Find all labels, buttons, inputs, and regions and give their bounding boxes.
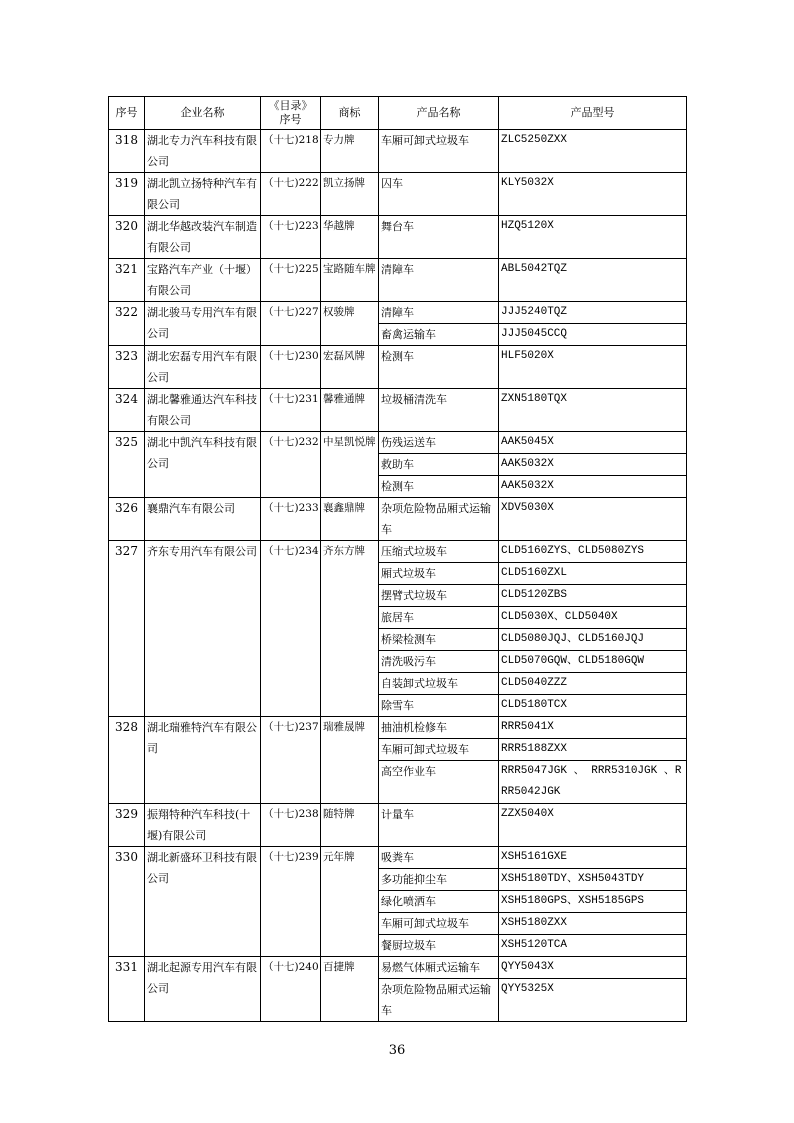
table-row bbox=[109, 541, 687, 563]
table-row bbox=[109, 717, 687, 739]
cell-catalog: （十七)237 bbox=[261, 717, 321, 804]
cell-seq: 321 bbox=[109, 259, 145, 302]
page-number: 36 bbox=[388, 1043, 406, 1058]
cell-brand: 百捷牌 bbox=[321, 957, 379, 1022]
cell-product-name: 除雪车 bbox=[379, 695, 499, 717]
header-row bbox=[109, 97, 687, 130]
cell-product-model: XSH5120TCA bbox=[499, 935, 687, 957]
cell-company: 湖北中凯汽车科技有限公司 bbox=[145, 432, 261, 498]
cell-product-model: XSH5180GPS、XSH5185GPS bbox=[499, 891, 687, 913]
cell-seq: 319 bbox=[109, 173, 145, 216]
cell-product-name: 清障车 bbox=[379, 302, 499, 324]
table-row bbox=[109, 804, 687, 847]
cell-product-name: 垃圾桶清洗车 bbox=[379, 389, 499, 432]
cell-seq: 318 bbox=[109, 130, 145, 173]
cell-product-model: QYY5043X bbox=[499, 957, 687, 979]
header-product: 产品名称 bbox=[379, 97, 499, 130]
cell-product-model: ABL5042TQZ bbox=[499, 259, 687, 302]
cell-company: 湖北瑞雅特汽车有限公司 bbox=[145, 717, 261, 804]
table-body bbox=[109, 130, 687, 1022]
table-row bbox=[109, 346, 687, 389]
cell-seq: 326 bbox=[109, 498, 145, 541]
cell-catalog: （十七)238 bbox=[261, 804, 321, 847]
cell-catalog: （十七)232 bbox=[261, 432, 321, 498]
cell-company: 振翔特种汽车科技(十堰)有限公司 bbox=[145, 804, 261, 847]
cell-brand: 权骏牌 bbox=[321, 302, 379, 346]
cell-company: 齐东专用汽车有限公司 bbox=[145, 541, 261, 717]
table-row bbox=[109, 302, 687, 324]
table-row bbox=[109, 957, 687, 979]
cell-seq: 330 bbox=[109, 847, 145, 957]
cell-product-name: 检测车 bbox=[379, 476, 499, 498]
cell-product-name: 多功能抑尘车 bbox=[379, 869, 499, 891]
cell-product-model: RRR5041X bbox=[499, 717, 687, 739]
cell-product-name: 抽油机检修车 bbox=[379, 717, 499, 739]
cell-product-name: 旅居车 bbox=[379, 607, 499, 629]
cell-product-name: 吸粪车 bbox=[379, 847, 499, 869]
cell-seq: 320 bbox=[109, 216, 145, 259]
cell-product-model: CLD5160ZXL bbox=[499, 563, 687, 585]
table-row bbox=[109, 389, 687, 432]
cell-product-name: 压缩式垃圾车 bbox=[379, 541, 499, 563]
cell-catalog: （十七)239 bbox=[261, 847, 321, 957]
cell-brand: 宏磊风牌 bbox=[321, 346, 379, 389]
cell-company: 湖北新盛环卫科技有限公司 bbox=[145, 847, 261, 957]
cell-product-name: 清洗吸污车 bbox=[379, 651, 499, 673]
cell-product-model: XSH5161GXE bbox=[499, 847, 687, 869]
cell-product-name: 自装卸式垃圾车 bbox=[379, 673, 499, 695]
cell-company: 湖北宏磊专用汽车有限公司 bbox=[145, 346, 261, 389]
cell-catalog: （十七)222 bbox=[261, 173, 321, 216]
cell-brand: 襄鑫鼎牌 bbox=[321, 498, 379, 541]
cell-company: 湖北专力汽车科技有限公司 bbox=[145, 130, 261, 173]
cell-brand: 凯立扬牌 bbox=[321, 173, 379, 216]
cell-company: 湖北华越改装汽车制造有限公司 bbox=[145, 216, 261, 259]
table-row bbox=[109, 216, 687, 259]
cell-brand: 华越牌 bbox=[321, 216, 379, 259]
cell-brand: 馨雅通牌 bbox=[321, 389, 379, 432]
cell-seq: 328 bbox=[109, 717, 145, 804]
cell-product-model: JJJ5240TQZ bbox=[499, 302, 687, 324]
cell-product-name: 车厢可卸式垃圾车 bbox=[379, 130, 499, 173]
cell-product-name: 救助车 bbox=[379, 454, 499, 476]
cell-product-model: KLY5032X bbox=[499, 173, 687, 216]
cell-product-name: 畜禽运输车 bbox=[379, 324, 499, 346]
cell-product-name: 舞台车 bbox=[379, 216, 499, 259]
cell-product-name: 易燃气体厢式运输车 bbox=[379, 957, 499, 979]
cell-product-model: AAK5045X bbox=[499, 432, 687, 454]
cell-product-name: 杂项危险物品厢式运输车 bbox=[379, 979, 499, 1022]
cell-product-name: 杂项危险物品厢式运输车 bbox=[379, 498, 499, 541]
cell-product-model: CLD5080JQJ、CLD5160JQJ bbox=[499, 629, 687, 651]
cell-product-name: 高空作业车 bbox=[379, 761, 499, 804]
cell-catalog: （十七)240 bbox=[261, 957, 321, 1022]
cell-seq: 329 bbox=[109, 804, 145, 847]
cell-product-model: QYY5325X bbox=[499, 979, 687, 1022]
cell-company: 宝路汽车产业（十堰）有限公司 bbox=[145, 259, 261, 302]
cell-company: 湖北起源专用汽车有限公司 bbox=[145, 957, 261, 1022]
cell-product-name: 计量车 bbox=[379, 804, 499, 847]
cell-brand: 专力牌 bbox=[321, 130, 379, 173]
cell-product-name: 车厢可卸式垃圾车 bbox=[379, 913, 499, 935]
header-brand: 商标 bbox=[321, 97, 379, 130]
cell-brand: 元年牌 bbox=[321, 847, 379, 957]
cell-brand: 瑞雅晟牌 bbox=[321, 717, 379, 804]
header-seq: 序号 bbox=[109, 97, 145, 130]
header-model: 产品型号 bbox=[499, 97, 687, 130]
cell-product-model: JJJ5045CCQ bbox=[499, 324, 687, 346]
table-row bbox=[109, 498, 687, 541]
cell-product-model: CLD5070GQW、CLD5180GQW bbox=[499, 651, 687, 673]
cell-product-model: CLD5030X、CLD5040X bbox=[499, 607, 687, 629]
cell-company: 湖北馨雅通达汽车科技有限公司 bbox=[145, 389, 261, 432]
cell-product-name: 检测车 bbox=[379, 346, 499, 389]
cell-brand: 中星凯悦牌 bbox=[321, 432, 379, 498]
table-row bbox=[109, 130, 687, 173]
table-row bbox=[109, 847, 687, 869]
cell-product-name: 摆臂式垃圾车 bbox=[379, 585, 499, 607]
cell-product-model: ZXN5180TQX bbox=[499, 389, 687, 432]
table-row bbox=[109, 259, 687, 302]
cell-product-model: XSH5180TDY、XSH5043TDY bbox=[499, 869, 687, 891]
cell-catalog: （十七)218 bbox=[261, 130, 321, 173]
cell-catalog: （十七)225 bbox=[261, 259, 321, 302]
cell-product-name: 伤残运送车 bbox=[379, 432, 499, 454]
cell-product-model: CLD5040ZZZ bbox=[499, 673, 687, 695]
table-row bbox=[109, 432, 687, 454]
cell-seq: 324 bbox=[109, 389, 145, 432]
cell-product-name: 桥梁检测车 bbox=[379, 629, 499, 651]
cell-product-model: CLD5180TCX bbox=[499, 695, 687, 717]
cell-product-model: ZLC5250ZXX bbox=[499, 130, 687, 173]
cell-product-model: RRR5047JGK 、 RRR5310JGK 、RRR5042JGK bbox=[499, 761, 687, 804]
cell-product-model: AAK5032X bbox=[499, 476, 687, 498]
cell-brand: 齐东方牌 bbox=[321, 541, 379, 717]
cell-catalog: （十七)227 bbox=[261, 302, 321, 346]
cell-catalog: （十七)231 bbox=[261, 389, 321, 432]
header-catalog-line1: 《目录》 bbox=[268, 99, 313, 112]
cell-product-model: HZQ5120X bbox=[499, 216, 687, 259]
cell-seq: 331 bbox=[109, 957, 145, 1022]
cell-brand: 随特牌 bbox=[321, 804, 379, 847]
cell-product-name: 清障车 bbox=[379, 259, 499, 302]
cell-product-name: 车厢可卸式垃圾车 bbox=[379, 739, 499, 761]
cell-product-name: 绿化喷洒车 bbox=[379, 891, 499, 913]
cell-product-model: RRR5188ZXX bbox=[499, 739, 687, 761]
cell-product-model: ZZX5040X bbox=[499, 804, 687, 847]
cell-catalog: （十七)223 bbox=[261, 216, 321, 259]
cell-product-name: 囚车 bbox=[379, 173, 499, 216]
cell-company: 湖北凯立扬特种汽车有限公司 bbox=[145, 173, 261, 216]
cell-product-model: CLD5160ZYS、CLD5080ZYS bbox=[499, 541, 687, 563]
cell-seq: 322 bbox=[109, 302, 145, 346]
cell-product-model: AAK5032X bbox=[499, 454, 687, 476]
header-catalog bbox=[261, 97, 321, 130]
cell-product-name: 餐厨垃圾车 bbox=[379, 935, 499, 957]
cell-product-model: CLD5120ZBS bbox=[499, 585, 687, 607]
cell-company: 湖北骏马专用汽车有限公司 bbox=[145, 302, 261, 346]
cell-product-model: HLF5020X bbox=[499, 346, 687, 389]
cell-catalog: （十七)233 bbox=[261, 498, 321, 541]
cell-seq: 323 bbox=[109, 346, 145, 389]
cell-product-model: XDV5030X bbox=[499, 498, 687, 541]
cell-brand: 宝路随车牌 bbox=[321, 259, 379, 302]
header-company: 企业名称 bbox=[145, 97, 261, 130]
cell-product-name: 厢式垃圾车 bbox=[379, 563, 499, 585]
cell-catalog: （十七)234 bbox=[261, 541, 321, 717]
cell-product-model: XSH5180ZXX bbox=[499, 913, 687, 935]
cell-seq: 325 bbox=[109, 432, 145, 498]
header-catalog-line2: 序号 bbox=[279, 113, 302, 126]
cell-catalog: （十七)230 bbox=[261, 346, 321, 389]
vehicle-catalog-table bbox=[108, 96, 687, 1022]
table-row bbox=[109, 173, 687, 216]
cell-company: 襄鼎汽车有限公司 bbox=[145, 498, 261, 541]
cell-seq: 327 bbox=[109, 541, 145, 717]
